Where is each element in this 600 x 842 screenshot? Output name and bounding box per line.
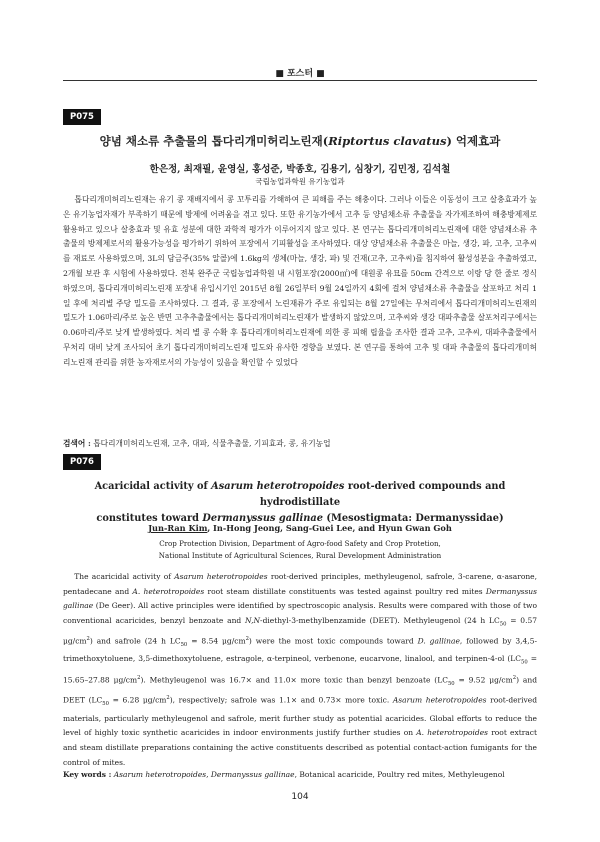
- p076-affiliation-line2: National Institute of Agricultural Sciences, Rural Development Administration: [158, 551, 442, 560]
- p076-abstract: The acaricidal activity of Asarum heterotropoides root-derived principles, methyleugenol, safrole, 3-carene, α-asarone, pentadecane and A. heterotropoides root steam distillate constituents was tested against poultry red mites Dermanyssus gallinae (De Geer). All active principles were identified by spectroscopic analysis. Results were compared with those of two conventional acaricides, benzyl benzoate and N,N-diethyl-3-methylbenzamide (DEET). Methyleugenol (24 h $LC_{50} = 0.57$ $\mu g/cm^2$) and safrole (24 h $LC_{50} = 8.54$ $\mu g/cm^2$) were the most toxic compounds toward D. gallinae, followed by 3,4,5-trimethoxytoluene, 3,5-dimethoxytoluene, estragole, α-terpineol, verbenone, eucarvone, linalool, and terpinen-4-ol ($LC_{50} = 15.65-27.88$ $\mu g/cm^2$). Methyleugenol was 16.7× and 11.0× more toxic than benzyl benzoate ($LC_{50} = 9.52$ $\mu g/cm^2$) and DEET ($LC_{50} = 6.28$ $\mu g/cm^2$), respectively; safrole was 1.1× and 0.73× more toxic. Asarum heterotropoides root-derived materials, particularly methyleugenol and safrole, merit further study as potential acaricides. Global efforts to reduce the level of highly toxic synthetic acaricides in indoor environments justify further studies on A. heterotropoides root extract and steam distillate preparations containing the active constituents described as potential contact-action fumigants for the control of mites.: [63, 572, 538, 767]
- p076-affiliation: [63, 538, 537, 562]
- p076-keywords-text: Asarum heterotropoides: [113, 770, 207, 779]
- p076-presenting-author: Jun-Ran Kim: [148, 523, 208, 533]
- section-divider: [63, 80, 537, 81]
- p075-title: 양념 채소류 추출물의 톱다리개미허리노린재(Riptortus clavatus) 억제효과: [99, 134, 501, 148]
- p076-authors: Jun-Ran Kim, In-Hong Jeong, Sang-Guei Lee, and Hyun Gwan Goh: [148, 523, 452, 533]
- section-header: ■ 포스터 ■: [275, 69, 325, 79]
- p075-abstract: 톱다리개미허리노린재는 유기 콩 재배지에서 콩 꼬투리를 가해하여 큰 피해를 주는 해충이다. 그러나 이들은 이동성이 크고 살충효과가 높은 유기농업자재가 부족하기 때문에 방제에 어려움을 겪고 있다. 또한 유기농가에서 고추 등 양념채소류 추출물을 자가제조하여 해충방제제로 활용하고 있으나 살충효과 및 유효 성분에 대한 과학적 평가가 이루어지지 않고 있다. 본 연구는 톱다리개미허리노린재에 대한 양념채소류 추출물의 방제제로서의 활용가능성을 평가하기 위하여 포장에서 기피활성을 조사하였다. 대상 양념채소류 추출물은 마늘, 생강, 파, 고추, 고추씨를 재료로 사용하였으며, 3L의 담금주(35% 알콜)에 1.6kg의 생체(마늘, 생강, 파) 및 건재(고추, 고추씨)를 침지하여 활성성분을 추출하였고, 2개월 보관 후 시험에 사용하였다. 전북 완주군 국립농업과학원 내 시험포장(2000㎡)에 대원콩 유묘를 50cm 간격으로 이랑 당 한 줄로 정식하였으며, 톱다리개미허리노린재 포장내 유입시기인 2015년 8월 26일부터 9월 24일까지 4회에 걸쳐 양념채소류 추출물을 살포하고 처리 1일 후에 처리별 주당 밀도를 조사하였다. 그 결과, 콩 포장에서 노린재류가 주로 유입되는 8월 27일에는 무처리에서 톱다리개미허리노린재의 밀도가 1.06마리/주로 높은 반면 고추추출물에서는 톱다리개미허리노린재가 발생하지 않았으며, 고추씨와 생강 대파추출물 살포처리구에서는 0.06마리/주로 낮게 발생하였다. 처리 별 콩 수확 후 톱다리개미허리노린재에 의한 콩 피해 립율을 조사한 결과 고추, 고추씨, 대파추출물에서 무처리 대비 낮게 조사되어 초기 톱다리개미허리노린재 밀도와 유사한 경향을 보였다. 본 연구를 통하여 고추 및 대파 추출물의 톱다리개미허리노린재 관리를 위한 농자재로서의 가능성이 있음을 확인할 수 있었다: [63, 195, 537, 367]
- poster-tag-p075: P075: [63, 109, 101, 125]
- p075-affiliation: 국립농업과학원 유기농업과: [255, 177, 345, 186]
- p075-keywords-text: 톱다리개미허리노린재, 고추, 대파, 식물추출물, 기피효과, 콩, 유기농업: [93, 439, 331, 448]
- p075-keywords: [63, 438, 537, 449]
- p076-title: Acaricidal activity of Asarum heterotropoides root-derived compounds and hydrodistillate constitutes toward Dermanyssus gallinae (Mesostigmata: Dermanyssidae): [94, 481, 506, 524]
- page-number: 104: [291, 792, 309, 802]
- p075-keywords-label: 검색어 :: [63, 439, 91, 448]
- p075-authors: 한은정, 최재필, 윤영실, 홍성준, 박종호, 김용기, 심창기, 김민정, 김석철: [149, 164, 451, 175]
- poster-tag-p076: P076: [63, 454, 101, 470]
- p076-keywords-label: Key words :: [63, 770, 112, 779]
- p076-affiliation-line1: Crop Protection Division, Department of Agro-food Safety and Crop Protetion,: [159, 539, 441, 548]
- p076-keywords: Key words : Asarum heterotropoides, Dermanyssus gallinae, Botanical acaricide, Poultry red mites, Methyleugenol: [63, 770, 505, 779]
